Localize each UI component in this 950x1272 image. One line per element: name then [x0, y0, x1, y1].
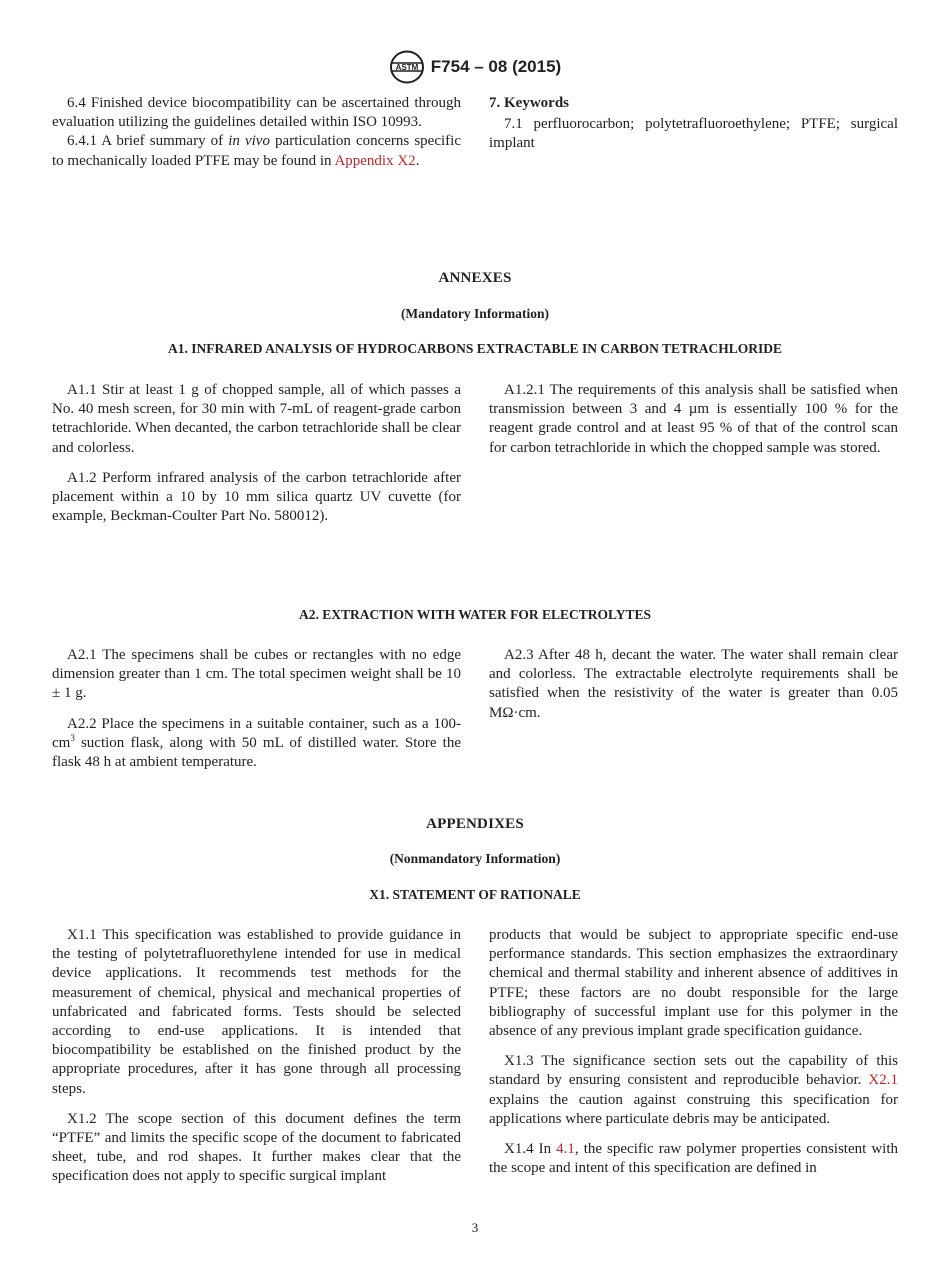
annex-a1-heading: A1. INFRARED ANALYSIS OF HYDROCARBONS EXTRACTABLE IN CARBON TETRACHLORIDE: [168, 341, 782, 356]
x2-1-link[interactable]: X2.1: [868, 1072, 898, 1089]
section-4-1-link[interactable]: 4.1: [556, 1141, 575, 1158]
annex-a2-left-column: [52, 646, 461, 772]
appendix-x1-left-column: [52, 926, 461, 1187]
appendixes-heading: APPENDIXES: [426, 816, 524, 832]
keywords-text: 7.1 perfluorocarbon; polytetrafluoroethylene; PTFE; surgical implant: [489, 116, 898, 152]
top-right-column: [489, 94, 898, 154]
astm-logo-icon: [389, 50, 425, 84]
annex-a1-left-column: [52, 381, 461, 526]
appendix-x2-link[interactable]: Appendix X2: [334, 152, 416, 169]
section-6-4-1: 6.4.1 A brief summary of in vivo particulation concerns specific to mechanically loaded PTFE may be found in Appendix X2.: [52, 133, 461, 169]
annex-a2-right-column: [489, 646, 898, 723]
section-x1-2-continued: products that would be subject to appropriate specific end-use performance standards. This section emphasizes the extraordinary chemical and thermal stability and inherent absence of additives in PTFE; these factors are no doubt responsible for the large bibliography of successful implant use for this polymer in the absence of any previous implant grade specification guidance.: [489, 927, 898, 1040]
section-6-4: 6.4 Finished device biocompatibility can be ascertained through evaluation utilizing the guidelines detailed within ISO 10993.: [52, 95, 461, 131]
annexes-heading: ANNEXES: [438, 270, 512, 286]
section-x1-3: X1.3 The significance section sets out the capability of this standard by ensuring consistent and reproducible behavior. X2.1 explains the caution against construing this specification for applications where particulate debris may be anticipated.: [489, 1053, 898, 1127]
appendix-x1-right-column: [489, 926, 898, 1178]
section-x1-1: X1.1 This specification was established to provide guidance in the testing of polytetrafluorethylene intended for use in medical device applications. It recommends test methods for the measurement of chemical, physical and mechanical properties of unfabricated and fabricated forms. Tests should be selected according to end-use applications. It is intended that biocompatibility be established on the finished product by the appropriate procedures, after it has gone through all processing steps.: [52, 927, 461, 1097]
page-number: 3: [471, 1220, 479, 1235]
appendix-x1-heading: X1. STATEMENT OF RATIONALE: [369, 887, 581, 902]
keywords-heading: 7. Keywords: [489, 95, 569, 111]
annex-a1-right-column: [489, 381, 898, 458]
appendixes-subtitle: (Nonmandatory Information): [389, 851, 561, 866]
annexes-subtitle: (Mandatory Information): [400, 306, 550, 321]
section-a1-2-1: A1.2.1 The requirements of this analysis shall be satisfied when transmission between 3 and 4 µm is essentially 100 % for the reagent grade control and at least 95 % of that of the control scan for carbon tetrachloride in which the chopped sample was stored.: [489, 382, 898, 456]
top-left-column: [52, 94, 461, 171]
page-header: [0, 50, 950, 84]
section-a2-2: A2.2 Place the specimens in a suitable container, such as a $100-cm^3$ suction flask, along with 50 mL of distilled water. Store the flask 48 h at ambient temperature.: [52, 715, 461, 771]
annex-a2-heading: A2. EXTRACTION WITH WATER FOR ELECTROLYTES: [298, 607, 652, 622]
section-x1-2: X1.2 The scope section of this document defines the term “PTFE” and limits the specific scope of the document to fabricated sheet, tube, and rod shapes. It further makes clear that the specification does not apply to specific surgical implant: [52, 1110, 461, 1185]
section-a2-1: A2.1 The specimens shall be cubes or rectangles with no edge dimension greater than 1 cm. The total specimen weight shall be 10 ± 1 g.: [52, 647, 461, 702]
section-a2-3: A2.3 After 48 h, decant the water. The water shall remain clear and colorless. The extractable electrolyte requirements shall be satisfied when the resistivity of the water is greater than 0.05 MΩ·cm.: [489, 647, 898, 721]
section-x1-4: X1.4 In 4.1, the specific raw polymer properties consistent with the scope and intent of this specification are defined in: [489, 1141, 899, 1177]
document-designation: F754 – 08 (2015): [430, 57, 562, 76]
svg-text:ASTM: ASTM: [395, 63, 419, 72]
section-a1-1: A1.1 Stir at least 1 g of chopped sample, all of which passes a No. 40 mesh screen, for 30 min with 7-mL of reagent-grade carbon tetrachloride. When decanted, the carbon tetrachloride shall be clear and colorless.: [52, 382, 461, 456]
section-a1-2: A1.2 Perform infrared analysis of the carbon tetrachloride after placement within a 10 by 10 mm silica quartz UV cuvette (for example, Beckman-Coulter Part No. 580012).: [52, 469, 461, 525]
